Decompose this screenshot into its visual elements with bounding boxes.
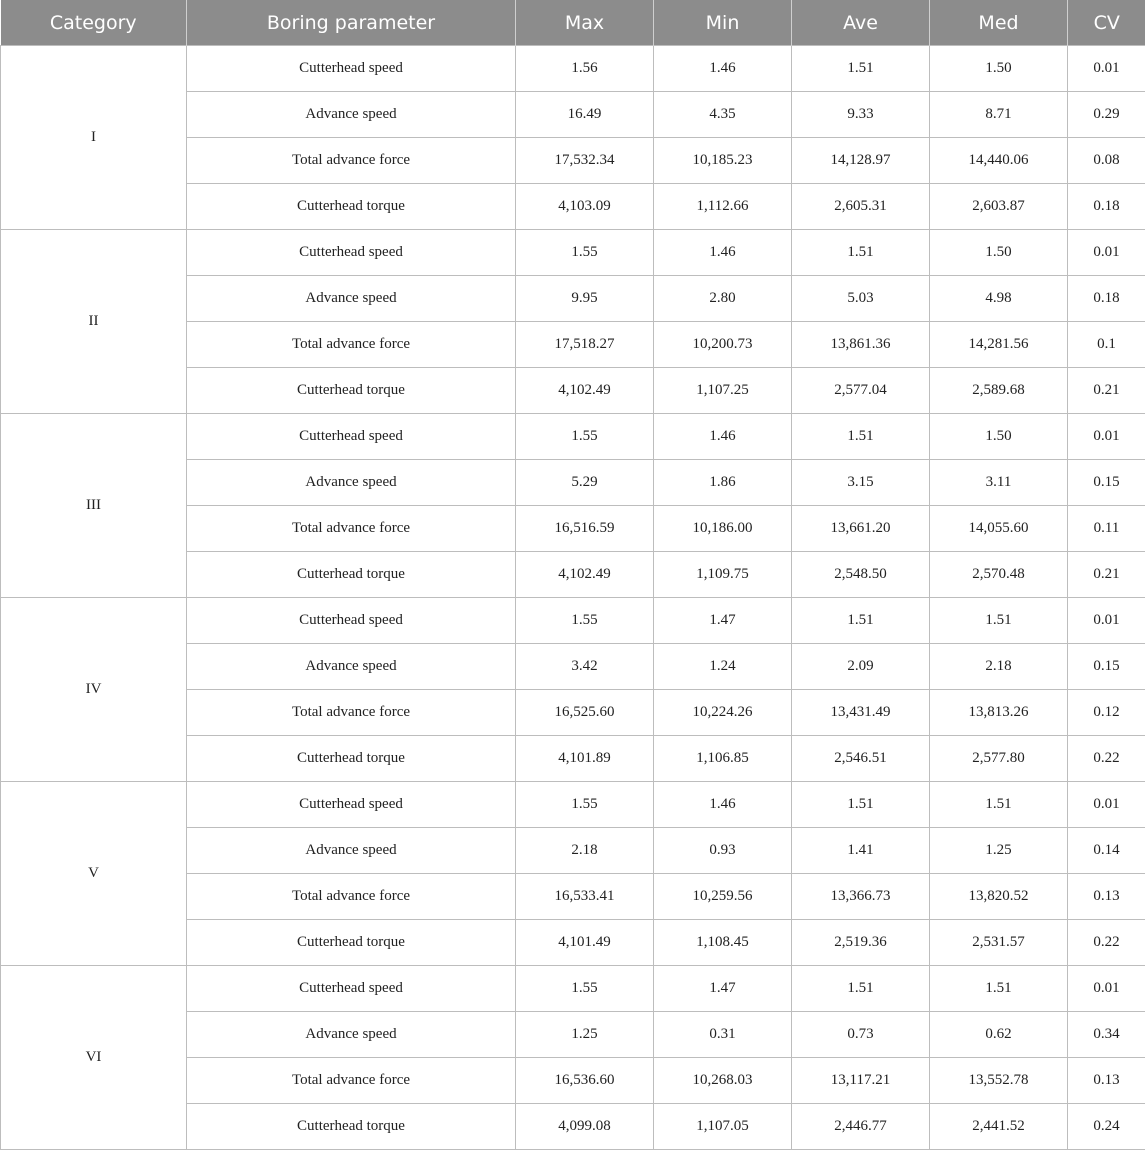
ave-cell: 13,431.49 xyxy=(792,690,930,736)
ave-cell: 1.51 xyxy=(792,966,930,1012)
min-cell: 1,108.45 xyxy=(654,920,792,966)
ave-cell: 1.51 xyxy=(792,230,930,276)
table-header xyxy=(1,0,1145,46)
boring-parameter-cell: Total advance force xyxy=(187,138,516,184)
category-cell: IV xyxy=(1,598,187,782)
header-row xyxy=(1,0,1145,46)
ave-cell: 2,446.77 xyxy=(792,1104,930,1150)
min-cell: 10,268.03 xyxy=(654,1058,792,1104)
max-cell: 4,101.49 xyxy=(516,920,654,966)
min-cell: 10,185.23 xyxy=(654,138,792,184)
header-boring-parameter: Boring parameter xyxy=(187,0,516,46)
max-cell: 5.29 xyxy=(516,460,654,506)
max-cell: 16.49 xyxy=(516,92,654,138)
header-ave: Ave xyxy=(792,0,930,46)
cv-cell: 0.15 xyxy=(1068,644,1145,690)
table-row xyxy=(1,230,1145,276)
max-cell: 9.95 xyxy=(516,276,654,322)
cv-cell: 0.22 xyxy=(1068,736,1145,782)
med-cell: 14,440.06 xyxy=(930,138,1068,184)
cv-cell: 0.14 xyxy=(1068,828,1145,874)
ave-cell: 2,577.04 xyxy=(792,368,930,414)
min-cell: 10,186.00 xyxy=(654,506,792,552)
table-row xyxy=(1,966,1145,1012)
boring-parameter-cell: Cutterhead torque xyxy=(187,184,516,230)
header-min: Min xyxy=(654,0,792,46)
cv-cell: 0.13 xyxy=(1068,1058,1145,1104)
ave-cell: 13,366.73 xyxy=(792,874,930,920)
category-cell: II xyxy=(1,230,187,414)
ave-cell: 2,546.51 xyxy=(792,736,930,782)
ave-cell: 13,661.20 xyxy=(792,506,930,552)
cv-cell: 0.24 xyxy=(1068,1104,1145,1150)
min-cell: 10,200.73 xyxy=(654,322,792,368)
cv-cell: 0.18 xyxy=(1068,276,1145,322)
min-cell: 1.47 xyxy=(654,598,792,644)
cv-cell: 0.01 xyxy=(1068,782,1145,828)
min-cell: 1.46 xyxy=(654,46,792,92)
boring-parameter-cell: Advance speed xyxy=(187,828,516,874)
med-cell: 2.18 xyxy=(930,644,1068,690)
ave-cell: 1.51 xyxy=(792,598,930,644)
boring-parameter-cell: Advance speed xyxy=(187,92,516,138)
ave-cell: 1.51 xyxy=(792,782,930,828)
med-cell: 0.62 xyxy=(930,1012,1068,1058)
header-category: Category xyxy=(1,0,187,46)
med-cell: 14,055.60 xyxy=(930,506,1068,552)
cv-cell: 0.11 xyxy=(1068,506,1145,552)
min-cell: 10,224.26 xyxy=(654,690,792,736)
cv-cell: 0.12 xyxy=(1068,690,1145,736)
med-cell: 1.51 xyxy=(930,598,1068,644)
med-cell: 1.25 xyxy=(930,828,1068,874)
cv-cell: 0.01 xyxy=(1068,598,1145,644)
med-cell: 14,281.56 xyxy=(930,322,1068,368)
ave-cell: 1.41 xyxy=(792,828,930,874)
table-body xyxy=(1,46,1145,1150)
max-cell: 4,101.89 xyxy=(516,736,654,782)
max-cell: 17,518.27 xyxy=(516,322,654,368)
max-cell: 4,102.49 xyxy=(516,368,654,414)
ave-cell: 9.33 xyxy=(792,92,930,138)
min-cell: 1,109.75 xyxy=(654,552,792,598)
cv-cell: 0.15 xyxy=(1068,460,1145,506)
boring-parameter-cell: Cutterhead speed xyxy=(187,230,516,276)
boring-parameter-cell: Cutterhead torque xyxy=(187,920,516,966)
med-cell: 1.50 xyxy=(930,46,1068,92)
ave-cell: 13,861.36 xyxy=(792,322,930,368)
max-cell: 1.55 xyxy=(516,230,654,276)
max-cell: 1.55 xyxy=(516,966,654,1012)
boring-parameter-cell: Total advance force xyxy=(187,874,516,920)
med-cell: 8.71 xyxy=(930,92,1068,138)
table-row xyxy=(1,782,1145,828)
max-cell: 1.55 xyxy=(516,782,654,828)
max-cell: 16,536.60 xyxy=(516,1058,654,1104)
boring-parameter-cell: Total advance force xyxy=(187,506,516,552)
cv-cell: 0.08 xyxy=(1068,138,1145,184)
boring-parameter-cell: Advance speed xyxy=(187,644,516,690)
ave-cell: 2,605.31 xyxy=(792,184,930,230)
cv-cell: 0.21 xyxy=(1068,368,1145,414)
max-cell: 3.42 xyxy=(516,644,654,690)
max-cell: 4,099.08 xyxy=(516,1104,654,1150)
ave-cell: 1.51 xyxy=(792,414,930,460)
med-cell: 2,603.87 xyxy=(930,184,1068,230)
max-cell: 1.55 xyxy=(516,598,654,644)
header-max: Max xyxy=(516,0,654,46)
ave-cell: 13,117.21 xyxy=(792,1058,930,1104)
min-cell: 1.46 xyxy=(654,230,792,276)
cv-cell: 0.01 xyxy=(1068,230,1145,276)
boring-parameter-cell: Cutterhead speed xyxy=(187,414,516,460)
med-cell: 13,552.78 xyxy=(930,1058,1068,1104)
max-cell: 4,102.49 xyxy=(516,552,654,598)
min-cell: 1.24 xyxy=(654,644,792,690)
boring-parameter-cell: Advance speed xyxy=(187,1012,516,1058)
max-cell: 4,103.09 xyxy=(516,184,654,230)
min-cell: 4.35 xyxy=(654,92,792,138)
boring-parameter-cell: Total advance force xyxy=(187,1058,516,1104)
category-cell: V xyxy=(1,782,187,966)
med-cell: 1.50 xyxy=(930,230,1068,276)
ave-cell: 5.03 xyxy=(792,276,930,322)
max-cell: 1.56 xyxy=(516,46,654,92)
max-cell: 2.18 xyxy=(516,828,654,874)
boring-parameter-cell: Cutterhead torque xyxy=(187,368,516,414)
header-med: Med xyxy=(930,0,1068,46)
med-cell: 4.98 xyxy=(930,276,1068,322)
category-cell: VI xyxy=(1,966,187,1150)
cv-cell: 0.22 xyxy=(1068,920,1145,966)
boring-parameter-cell: Total advance force xyxy=(187,690,516,736)
max-cell: 1.55 xyxy=(516,414,654,460)
min-cell: 1.46 xyxy=(654,782,792,828)
med-cell: 2,589.68 xyxy=(930,368,1068,414)
table-row xyxy=(1,414,1145,460)
cv-cell: 0.29 xyxy=(1068,92,1145,138)
table-row xyxy=(1,46,1145,92)
cv-cell: 0.34 xyxy=(1068,1012,1145,1058)
med-cell: 13,813.26 xyxy=(930,690,1068,736)
med-cell: 3.11 xyxy=(930,460,1068,506)
max-cell: 16,525.60 xyxy=(516,690,654,736)
boring-parameter-cell: Advance speed xyxy=(187,276,516,322)
ave-cell: 1.51 xyxy=(792,46,930,92)
ave-cell: 14,128.97 xyxy=(792,138,930,184)
med-cell: 1.51 xyxy=(930,782,1068,828)
min-cell: 10,259.56 xyxy=(654,874,792,920)
boring-parameter-cell: Total advance force xyxy=(187,322,516,368)
ave-cell: 2.09 xyxy=(792,644,930,690)
boring-parameter-cell: Cutterhead torque xyxy=(187,552,516,598)
boring-parameter-cell: Advance speed xyxy=(187,460,516,506)
cv-cell: 0.1 xyxy=(1068,322,1145,368)
min-cell: 1,106.85 xyxy=(654,736,792,782)
min-cell: 1.86 xyxy=(654,460,792,506)
med-cell: 2,577.80 xyxy=(930,736,1068,782)
cv-cell: 0.18 xyxy=(1068,184,1145,230)
med-cell: 2,441.52 xyxy=(930,1104,1068,1150)
min-cell: 1.47 xyxy=(654,966,792,1012)
table-row xyxy=(1,598,1145,644)
med-cell: 2,531.57 xyxy=(930,920,1068,966)
cv-cell: 0.01 xyxy=(1068,966,1145,1012)
cv-cell: 0.13 xyxy=(1068,874,1145,920)
min-cell: 0.31 xyxy=(654,1012,792,1058)
med-cell: 1.50 xyxy=(930,414,1068,460)
ave-cell: 0.73 xyxy=(792,1012,930,1058)
med-cell: 1.51 xyxy=(930,966,1068,1012)
header-cv: CV xyxy=(1068,0,1145,46)
boring-parameter-cell: Cutterhead speed xyxy=(187,782,516,828)
max-cell: 1.25 xyxy=(516,1012,654,1058)
min-cell: 2.80 xyxy=(654,276,792,322)
max-cell: 16,516.59 xyxy=(516,506,654,552)
min-cell: 0.93 xyxy=(654,828,792,874)
min-cell: 1,107.05 xyxy=(654,1104,792,1150)
cv-cell: 0.21 xyxy=(1068,552,1145,598)
category-cell: III xyxy=(1,414,187,598)
boring-parameter-cell: Cutterhead speed xyxy=(187,966,516,1012)
ave-cell: 3.15 xyxy=(792,460,930,506)
med-cell: 2,570.48 xyxy=(930,552,1068,598)
max-cell: 17,532.34 xyxy=(516,138,654,184)
min-cell: 1.46 xyxy=(654,414,792,460)
min-cell: 1,107.25 xyxy=(654,368,792,414)
ave-cell: 2,548.50 xyxy=(792,552,930,598)
boring-parameter-cell: Cutterhead torque xyxy=(187,1104,516,1150)
ave-cell: 2,519.36 xyxy=(792,920,930,966)
cv-cell: 0.01 xyxy=(1068,46,1145,92)
boring-parameter-cell: Cutterhead speed xyxy=(187,46,516,92)
med-cell: 13,820.52 xyxy=(930,874,1068,920)
boring-parameter-cell: Cutterhead torque xyxy=(187,736,516,782)
category-cell: I xyxy=(1,46,187,230)
min-cell: 1,112.66 xyxy=(654,184,792,230)
cv-cell: 0.01 xyxy=(1068,414,1145,460)
boring-parameter-cell: Cutterhead speed xyxy=(187,598,516,644)
max-cell: 16,533.41 xyxy=(516,874,654,920)
